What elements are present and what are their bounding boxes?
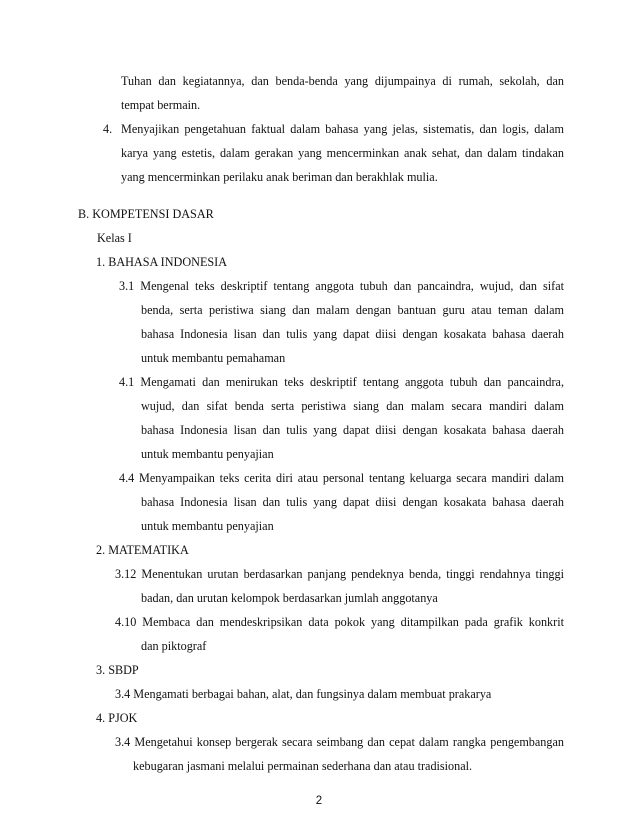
kd-3-12-line-1: 3.12 Menentukan urutan berdasarkan panjang pendeknya benda, tinggi rendahnya tinggi: [115, 567, 564, 581]
kd-sbdp-3-4: 3.4 Mengamati berbagai bahan, alat, dan fungsinya dalam membuat prakarya: [115, 687, 492, 701]
kd-3-12-line-2: badan, dan urutan kelompok berdasarkan jumlah anggotanya: [141, 591, 438, 605]
kd-pjok-3-4-line-2: kebugaran jasmani melalui permainan sederhana dan atau tradisional.: [133, 759, 473, 773]
subject-title-sbdp: 3. SBDP: [96, 663, 139, 677]
subject-title-matematika: 2. MATEMATIKA: [96, 543, 189, 557]
kd-4-1-line-4: untuk membantu penyajian: [141, 447, 274, 461]
section-heading: B. KOMPETENSI DASAR: [78, 207, 214, 221]
kd-3-1-line-2: benda, serta peristiwa siang dan malam dengan bantuan guru atau teman dalam: [141, 303, 564, 317]
kd-3-1-line-3: bahasa Indonesia lisan dan tulis yang dapat diisi dengan kosakata bahasa daerah: [141, 327, 564, 341]
kelas-label: Kelas I: [97, 231, 132, 245]
intro-line-2: tempat bermain.: [121, 98, 201, 112]
subject-title-pjok: 4. PJOK: [96, 711, 138, 725]
kd-4-10-line-2: dan piktograf: [141, 639, 207, 653]
intro-line-1: Tuhan dan kegiatannya, dan benda-benda yang dijumpainya di rumah, sekolah, dan: [121, 74, 564, 88]
kd-4-10-line-1: 4.10 Membaca dan mendeskripsikan data pokok yang ditampilkan pada grafik konkrit: [115, 615, 564, 629]
item-4-line-3: yang mencerminkan perilaku anak beriman dan berakhlak mulia.: [121, 170, 438, 184]
page-number: 2: [315, 795, 323, 807]
item-4-line-2: karya yang estetis, dalam gerakan yang mencerminkan anak sehat, dan dalam tindakan: [121, 146, 564, 160]
kd-4-4-line-2: bahasa Indonesia lisan dan tulis yang dapat diisi dengan kosakata bahasa daerah: [141, 495, 564, 509]
subject-title-bahasa-indonesia: 1. BAHASA INDONESIA: [96, 255, 228, 269]
kd-4-1-line-2: wujud, dan sifat benda serta peristiwa siang dan malam secara mandiri dalam: [141, 399, 564, 413]
kd-4-1-line-3: bahasa Indonesia lisan dan tulis yang dapat diisi dengan kosakata bahasa daerah: [141, 423, 564, 437]
kd-pjok-3-4-line-1: 3.4 Mengetahui konsep bergerak secara seimbang dan cepat dalam rangka pengembangan: [115, 735, 564, 749]
kd-3-1-line-4: untuk membantu pemahaman: [141, 351, 286, 365]
item-4-line-1: Menyajikan pengetahuan faktual dalam bahasa yang jelas, sistematis, dan logis, dalam: [121, 122, 564, 136]
kd-3-1-line-1: 3.1 Mengenal teks deskriptif tentang anggota tubuh dan pancaindra, wujud, dan sifat: [119, 279, 564, 293]
kd-4-1-line-1: 4.1 Mengamati dan menirukan teks deskriptif tentang anggota tubuh dan pancaindra,: [119, 375, 564, 389]
item-4-number: 4.: [103, 122, 113, 136]
kd-4-4-line-3: untuk membantu penyajian: [141, 519, 274, 533]
kd-4-4-line-1: 4.4 Menyampaikan teks cerita diri atau personal tentang keluarga secara mandiri dalam: [119, 471, 564, 485]
